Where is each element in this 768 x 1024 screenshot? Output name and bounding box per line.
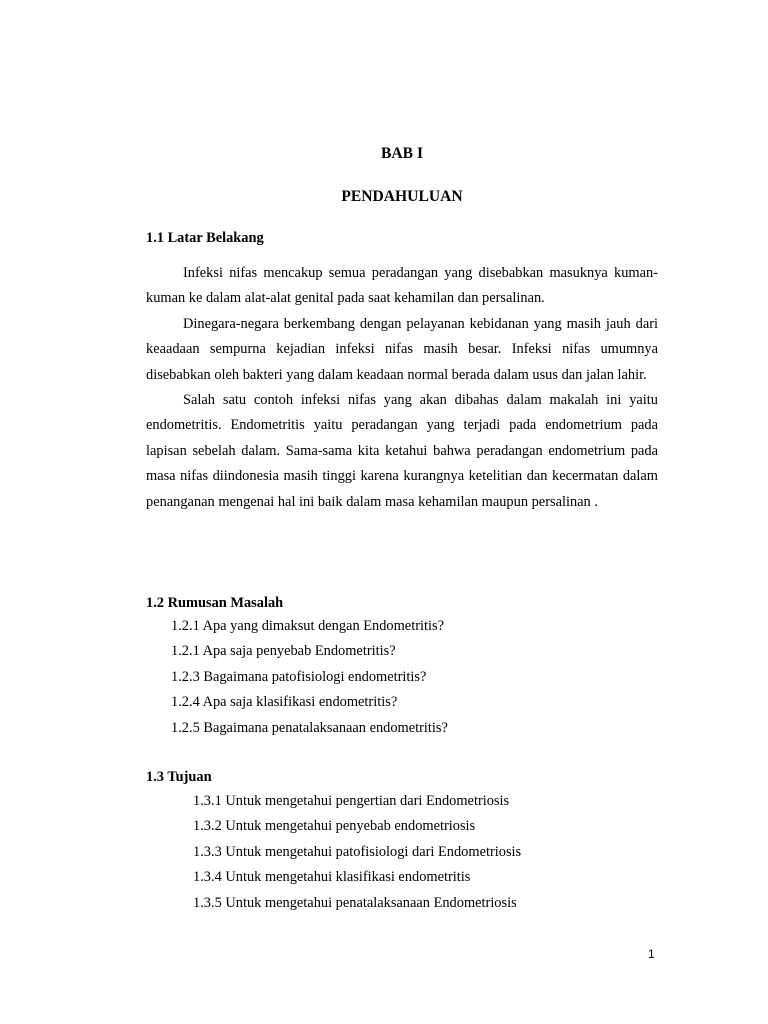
- list-item: 1.3.3 Untuk mengetahui patofisiologi dari Endometriosis: [193, 843, 522, 860]
- latar-belakang-body: [146, 261, 658, 515]
- paragraph: Infeksi nifas mencakup semua peradangan yang disebabkan masuknya kuman-kuman ke dalam alat-alat genital pada saat kehamilan dan persalinan.: [146, 265, 658, 307]
- tujuan-list: [193, 789, 521, 916]
- list-item: 1.3.1 Untuk mengetahui pengertian dari Endometriosis: [193, 793, 510, 809]
- chapter-title: PENDAHULUAN: [341, 188, 463, 205]
- list-item: 1.3.4 Untuk mengetahui klasifikasi endometritis: [193, 869, 471, 886]
- list-item: 1.2.5 Bagaimana penatalaksanaan endometritis?: [171, 719, 448, 736]
- section-heading-tujuan: 1.3 Tujuan: [146, 769, 212, 785]
- list-item: 1.2.3 Bagaimana patofisiologi endometritis?: [171, 668, 427, 685]
- list-item: 1.2.1 Apa yang dimaksut dengan Endometritis?: [171, 618, 444, 634]
- list-item: 1.3.2 Untuk mengetahui penyebab endometriosis: [193, 818, 476, 835]
- section-heading-latar-belakang: 1.1 Latar Belakang: [146, 230, 264, 246]
- section-heading-rumusan-masalah: 1.2 Rumusan Masalah: [146, 595, 284, 611]
- paragraph: Salah satu contoh infeksi nifas yang akan dibahas dalam makalah ini yaitu endometritis. Endometritis yaitu peradangan yang terjadi pada endometrium pada lapisan sebelah dalam. Sama-sama kita ketahui bahwa peradangan endometrium pada masa nifas diindonesia masih tinggi karena kurangnya ketelitian dan kecermatan dalam penanganan mengenai hal ini baik dalam masa kehamilan maupun persalinan .: [146, 392, 658, 510]
- list-item: 1.2.1 Apa saja penyebab Endometritis?: [171, 643, 396, 660]
- rumusan-masalah-list: [171, 614, 448, 741]
- chapter-number: BAB I: [380, 145, 424, 162]
- page-number: 1: [648, 947, 655, 961]
- paragraph: Dinegara-negara berkembang dengan pelayanan kebidanan yang masih jauh dari keaadaan sempurna kejadian infeksi nifas masih besar. Infeksi nifas umumnya disebabkan oleh bakteri yang dalam keadaan normal berada dalam usus dan jalan lahir.: [146, 315, 658, 383]
- list-item: 1.2.4 Apa saja klasifikasi endometritis?: [171, 694, 398, 711]
- list-item: 1.3.5 Untuk mengetahui penatalaksanaan Endometriosis: [193, 894, 517, 911]
